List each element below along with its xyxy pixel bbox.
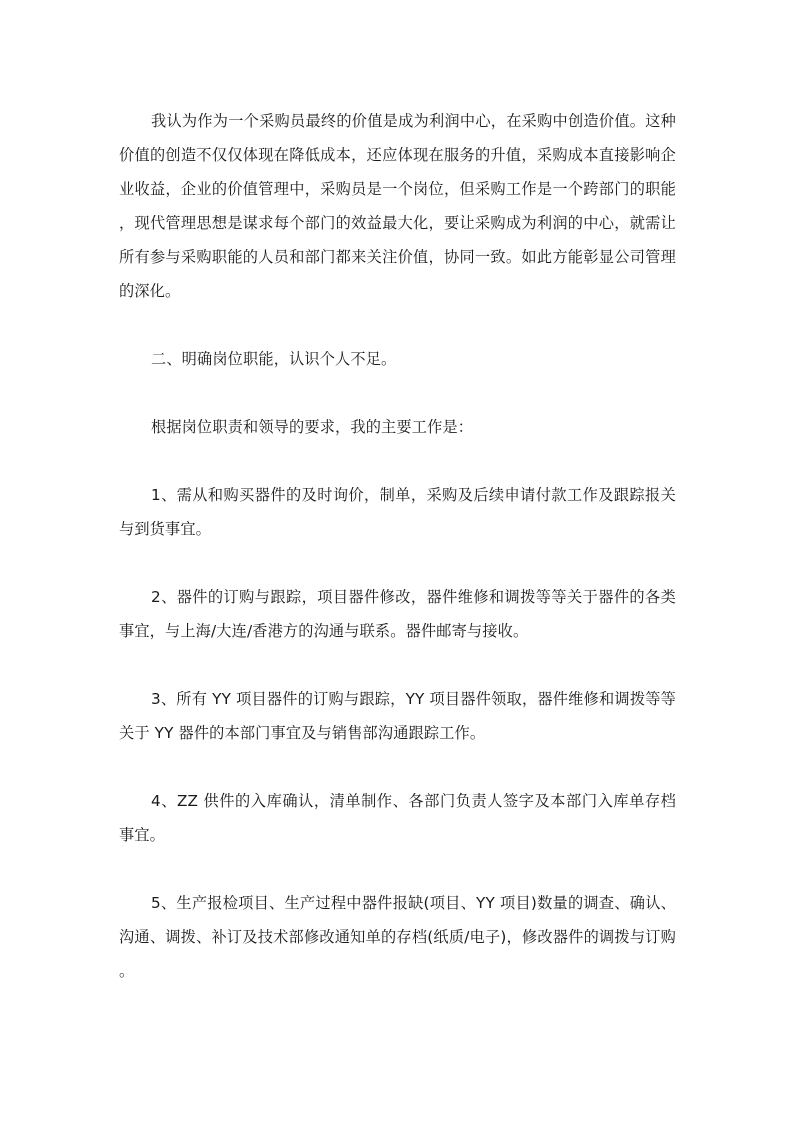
list-item-duty-2: 2、器件的订购与跟踪，项目器件修改，器件维修和调拨等等关于器件的各类事宜，与上海/大连/香港方的沟通与联系。器件邮寄与接收。 bbox=[119, 588, 676, 640]
list-item-duty-3: 3、所有 YY 项目器件的订购与跟踪，YY 项目器件领取，器件维修和调拨等等关于 YY 器件的本部门事宜及与销售部沟通跟踪工作。 bbox=[119, 690, 676, 742]
paragraph-duties-intro: 根据岗位职责和领导的要求，我的主要工作是： bbox=[151, 418, 474, 436]
list-item-duty-5: 5、生产报检项目、生产过程中器件报缺(项目、YY 项目)数量的调查、确认、沟通、调拨、补订及技术部修改通知单的存档(纸质/电子)，修改器件的调拨与订购。 bbox=[119, 894, 676, 980]
document-body bbox=[119, 104, 676, 988]
list-item-duty-4: 4、ZZ 供件的入库确认，清单制作、各部门负责人签字及本部门入库单存档事宜。 bbox=[119, 792, 676, 844]
paragraph-purchasing-value: 我认为作为一个采购员最终的价值是成为利润中心，在采购中创造价值。这种价值的创造不仅仅体现在降低成本，还应体现在服务的升值，采购成本直接影响企业收益，企业的价值管理中，采购员是一个岗位，但采购工作是一个跨部门的职能，现代管理思想是谋求每个部门的效益最大化，要让采购成为利润的中心，就需让所有参与采购职能的人员和部门都来关注价值，协同一致。如此方能彰显公司管理的深化。 bbox=[119, 112, 676, 300]
list-item-duty-1: 1、需从和购买器件的及时询价，制单，采购及后续申请付款工作及跟踪报关与到货事宜。 bbox=[119, 486, 676, 538]
section-heading-job-duties: 二、明确岗位职能，认识个人不足。 bbox=[151, 350, 397, 368]
